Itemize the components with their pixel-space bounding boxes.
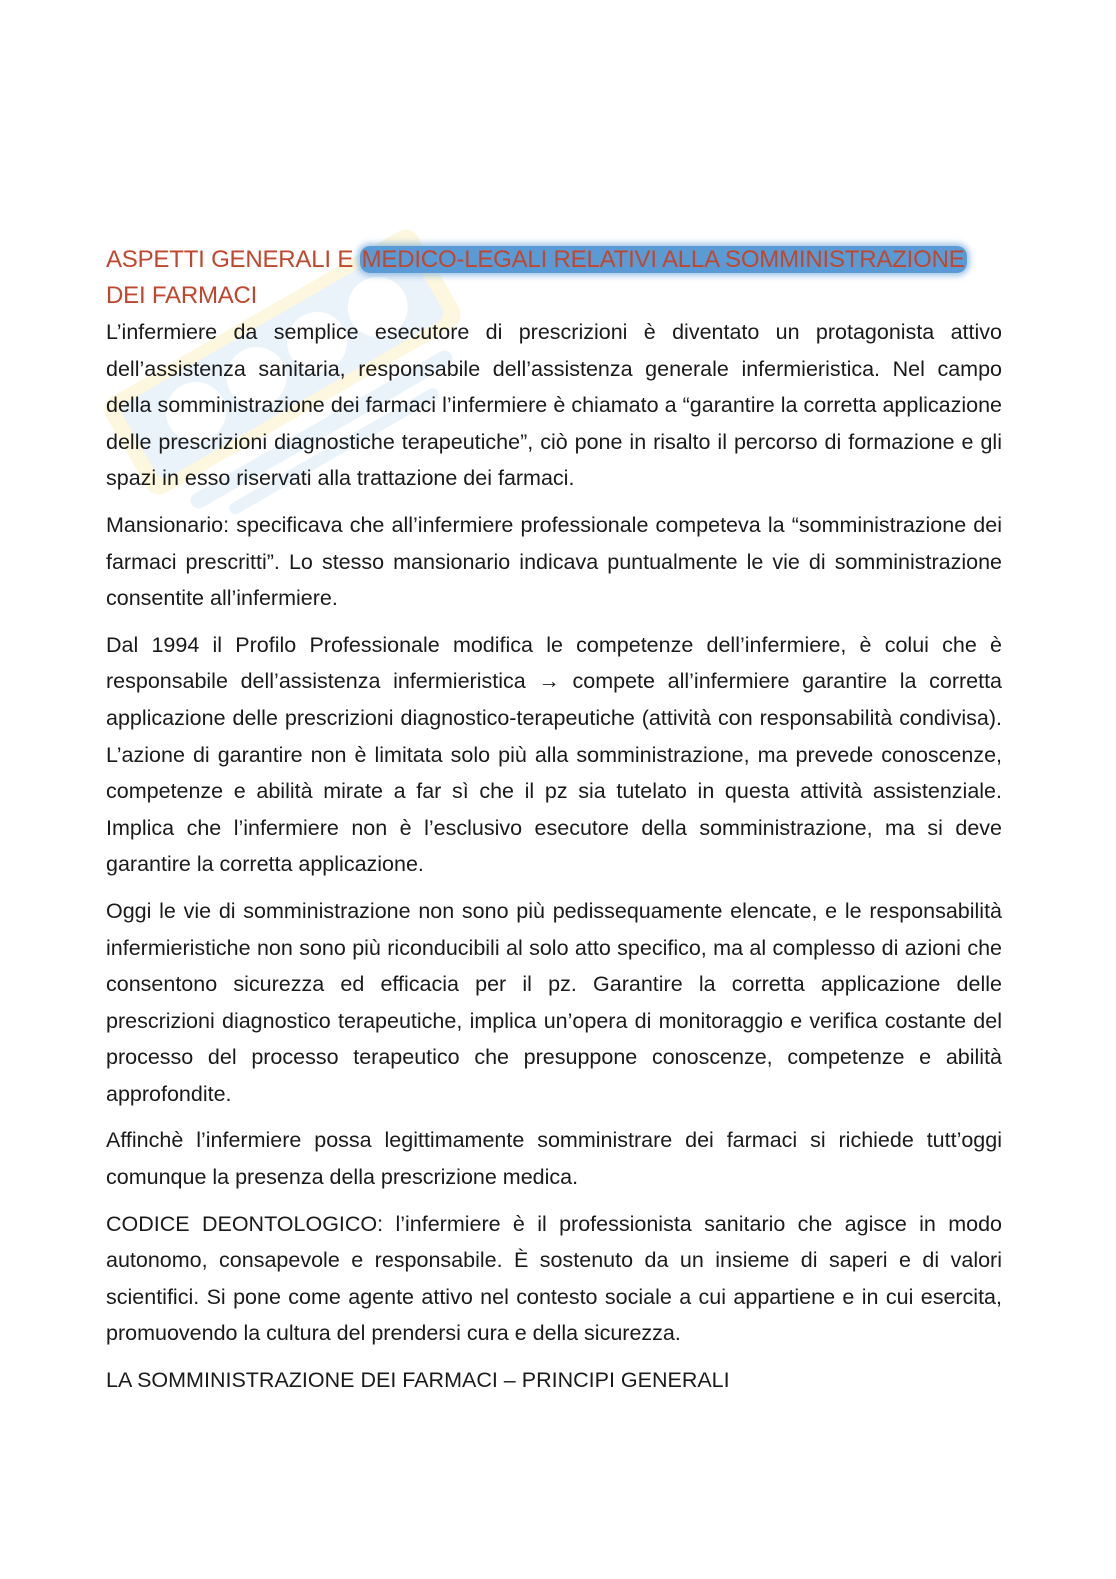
title-highlighted-text[interactable]: MEDICO-LEGALI RELATIVI ALLA SOMMINISTRAZIONE [361,246,965,273]
section-heading: LA SOMMINISTRAZIONE DEI FARMACI – PRINCIPI GENERALI [106,1368,730,1393]
paragraph-profilo-professionale: Dal 1994 il Profilo Professionale modifica le competenze dell’infermiere, è colui che è responsabile dell’assistenza infermieristica → compete all’infermiere garantire la corretta applicazione delle prescrizioni diagnostico-terapeutiche (attività con responsabilità condivisa). L’azione di garantire non è limitata solo più alla somministrazione, ma prevede conoscenze, competenze e abilità mirate a far sì che il pz sia tutelato in questa attività assistenziale. Implica che l’infermiere non è l’esclusivo esecutore della somministrazione, ma si deve garantire la corretta applicazione. [106,632,1002,877]
title-part-1: ASPETTI GENERALI E [106,246,360,273]
document-body [106,242,1002,1399]
paragraph-codice-deontologico: CODICE DEONTOLOGICO: l’infermiere è il professionista sanitario che agisce in modo autonomo, consapevole e responsabile. È sostenuto da un insieme di saperi e di valori scientifici. Si pone come agente attivo nel contesto sociale a cui appartiene e in cui esercita, promuovendo la cultura del prendersi cura e della sicurezza. [106,1211,1002,1346]
paragraph-vie-somministrazione: Oggi le vie di somministrazione non sono più pedissequamente elencate, e le responsabilità infermieristiche non sono più riconducibili al solo atto specifico, ma al complesso di azioni che consentono sicurezza ed efficacia per il pz. Garantire la corretta applicazione delle prescrizioni diagnostico terapeutiche, implica un’opera di monitoraggio e verifica costante del processo del processo terapeutico che presuppone conoscenze, competenze e abilità approfondite. [106,898,1002,1106]
paragraph-prescrizione-medica: Affinchè l’infermiere possa legittimamente somministrare dei farmaci si richiede tutt’oggi comunque la presenza della prescrizione medica. [106,1128,1002,1190]
document-title [106,242,1002,314]
paragraph-intro: L’infermiere da semplice esecutore di prescrizioni è diventato un protagonista attivo dell’assistenza sanitaria, responsabile dell’assistenza generale infermieristica. Nel campo della somministrazione dei farmaci l’infermiere è chiamato a “garantire la corretta applicazione delle prescrizioni diagnostiche terapeutiche”, ciò pone in risalto il percorso di formazione e gli spazi in esso riservati alla trattazione dei farmaci. [106,320,1002,491]
paragraph-mansionario: Mansionario: specificava che all’infermiere professionale competeva la “somministrazione dei farmaci prescritti”. Lo stesso mansionario indicava puntualmente le vie di somministrazione consentite all’infermiere. [106,512,1002,611]
title-part-2: DEI FARMACI [106,282,258,309]
